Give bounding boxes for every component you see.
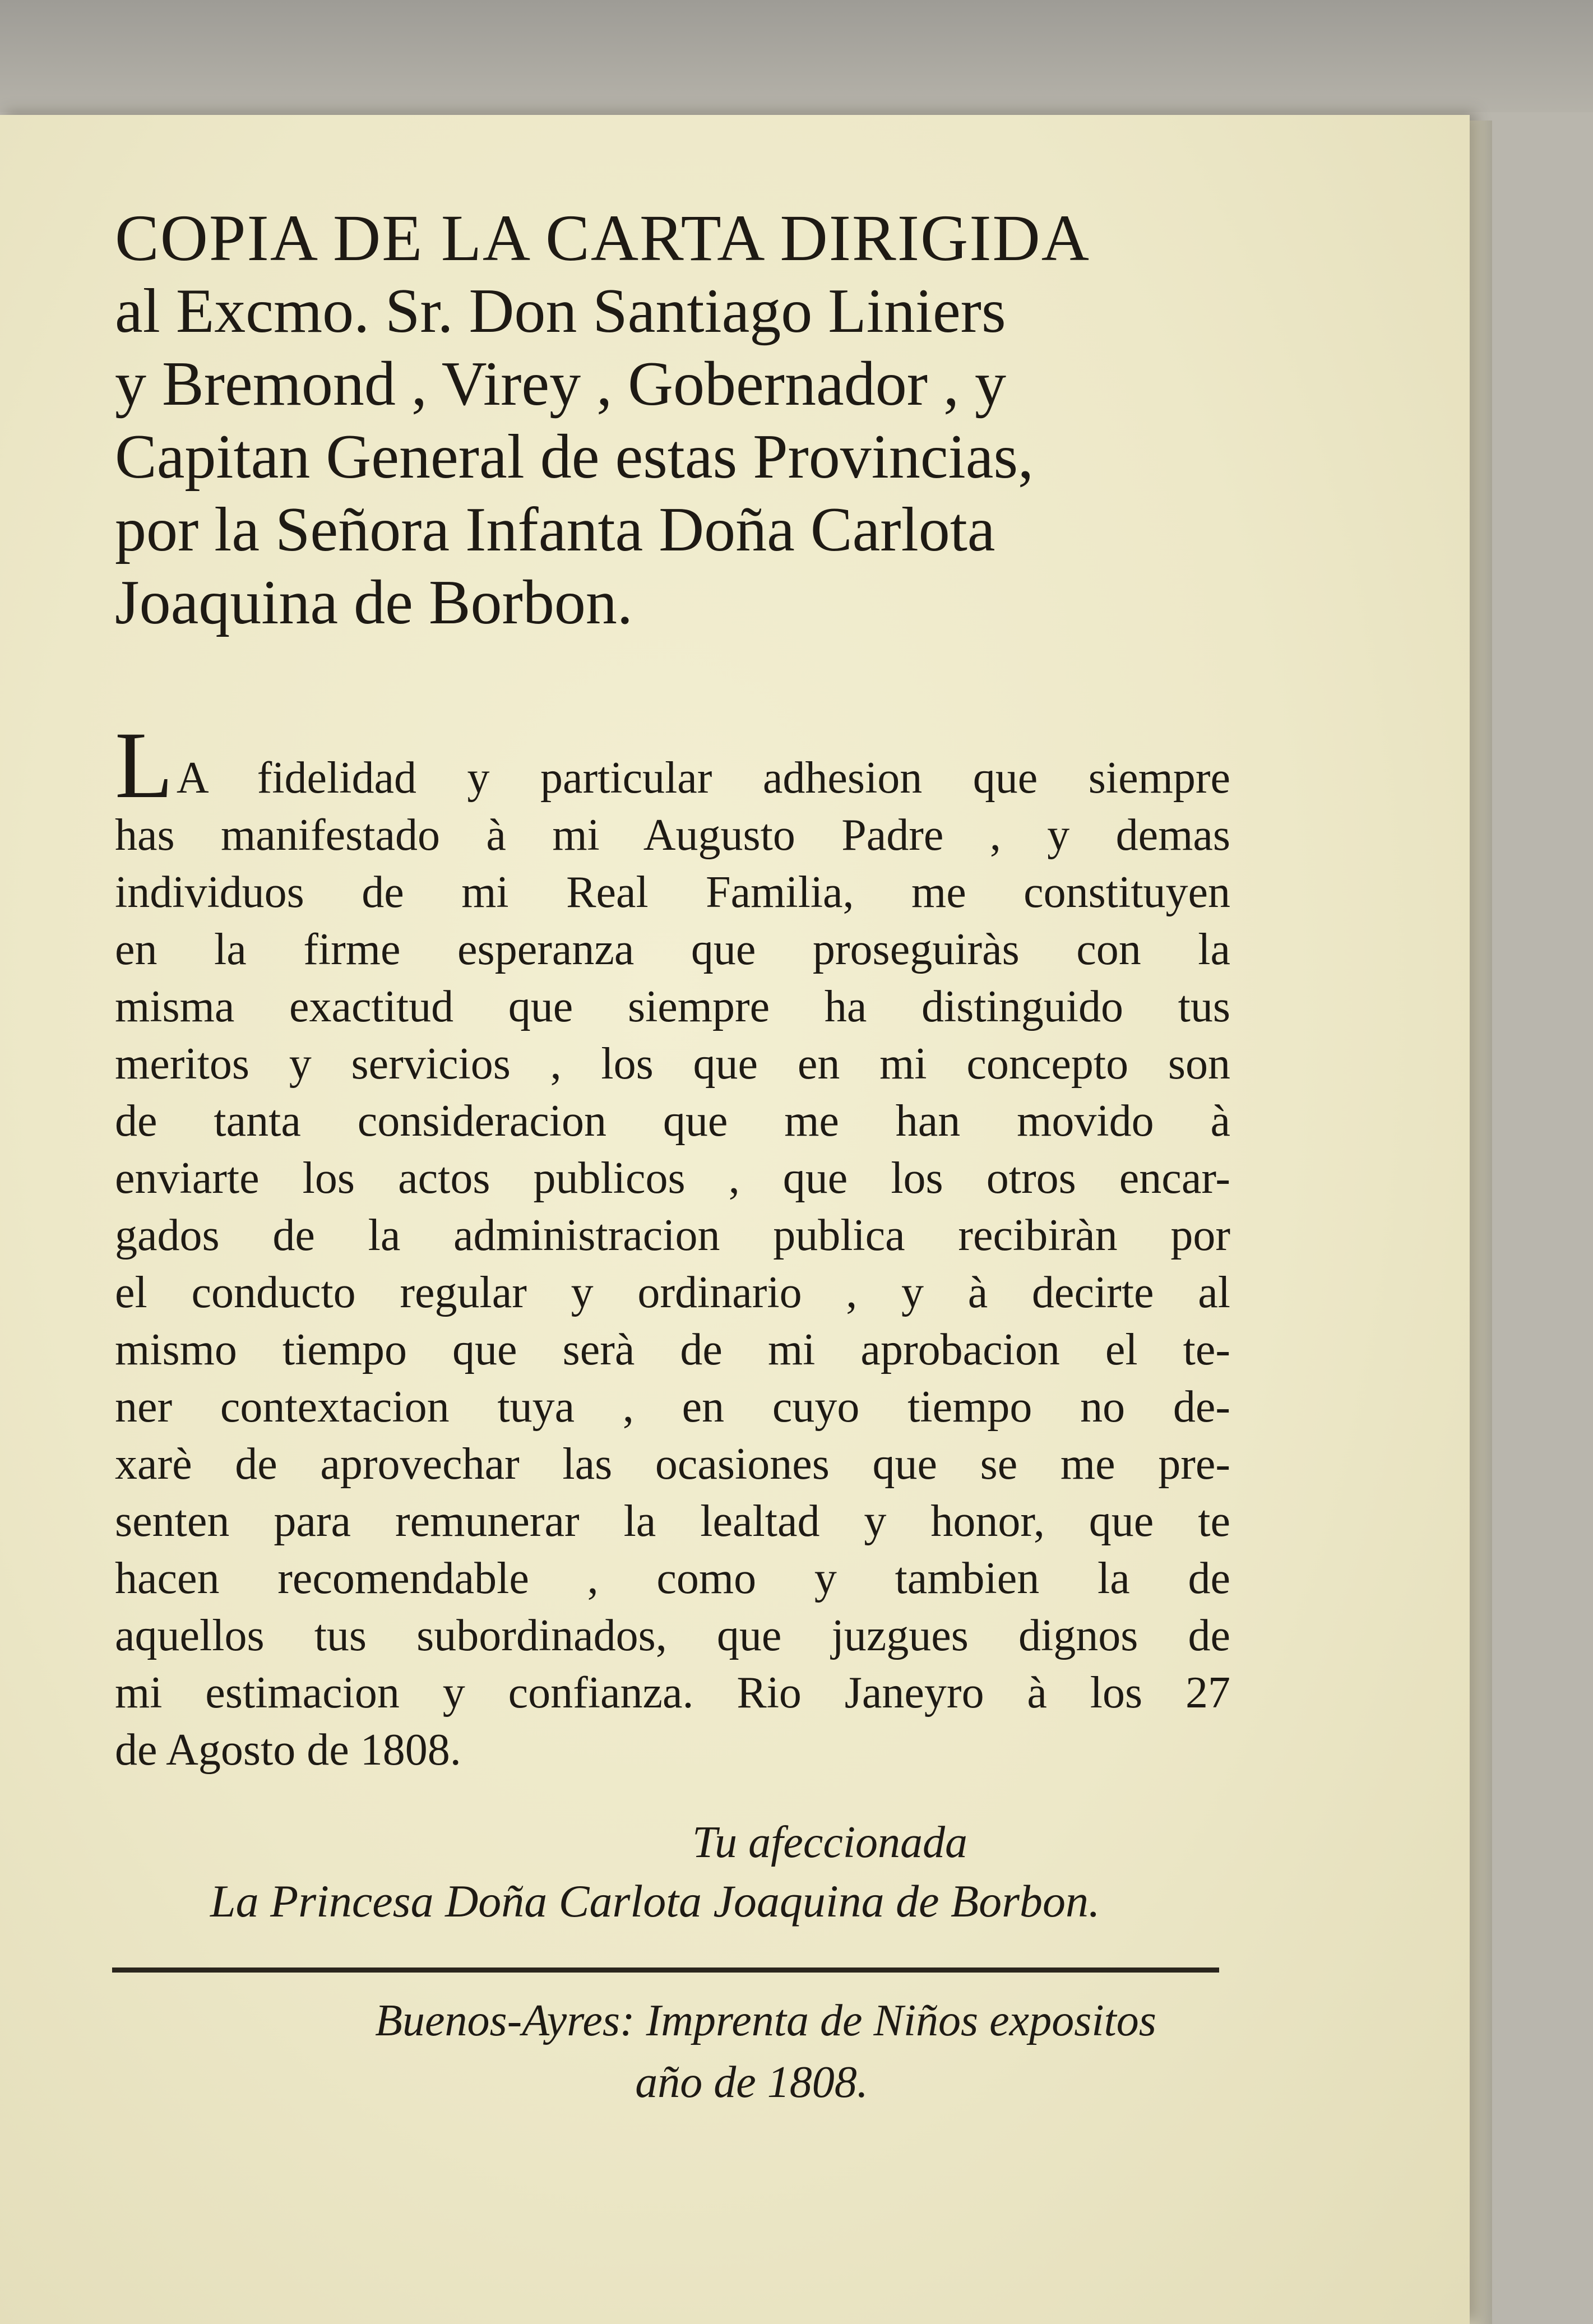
- signatory: La Princesa Doña Carlota Joaquina de Borbon.: [210, 1876, 1100, 1927]
- body-line: has manifestado à mi Augusto Padre , y demas: [115, 811, 1230, 860]
- document-title: [115, 202, 1236, 639]
- body-line: de Agosto de 1808.: [115, 1725, 461, 1775]
- body-line: gados de la administracion publica recibiràn por: [115, 1211, 1230, 1260]
- imprint-date: año de 1808.: [635, 2058, 868, 2107]
- body-line: aquellos tus subordinados, que juzgues dignos de: [115, 1611, 1230, 1660]
- page-edge: [1470, 121, 1492, 2324]
- body-line: hacen recomendable , como y tambien la de: [115, 1554, 1230, 1603]
- body-line: individuos de mi Real Familia, me constituyen: [115, 868, 1230, 917]
- imprint-line: Buenos-Ayres: Imprenta de Niños expositos: [375, 1996, 1156, 2045]
- title-line: Joaquina de Borbon.: [115, 568, 633, 637]
- letter-body: [115, 712, 1230, 1779]
- title-line: Capitan General de estas Provincias,: [115, 422, 1034, 492]
- body-line: el conducto regular y ordinario , y à decirte al: [115, 1268, 1230, 1317]
- title-line: por la Señora Infanta Doña Carlota: [115, 495, 995, 564]
- body-line: de tanta consideracion que me han movido à: [115, 1096, 1230, 1146]
- body-line: xarè de aprovechar las ocasiones que se me pre-: [115, 1439, 1230, 1489]
- drop-cap: L: [115, 712, 173, 818]
- separator-rule: [112, 1967, 1219, 1973]
- title-line: COPIA DE LA CARTA DIRIGIDA: [115, 201, 1090, 275]
- body-line: senten para remunerar la lealtad y honor, que te: [115, 1497, 1230, 1546]
- body-line: en la firme esperanza que proseguiràs con la: [115, 925, 1230, 974]
- scan-backdrop: [0, 0, 1593, 112]
- body-line: enviarte los actos publicos , que los otros encar-: [115, 1154, 1230, 1203]
- body-line: mi estimacion y confianza. Rio Janeyro à los 27: [115, 1668, 1230, 1717]
- body-line: mismo tiempo que serà de mi aprobacion el te-: [115, 1325, 1230, 1374]
- body-line: [115, 712, 1230, 818]
- title-line: y Bremond , Virey , Gobernador , y: [115, 349, 1006, 419]
- body-line: misma exactitud que siempre ha distinguido tus: [115, 982, 1230, 1031]
- body-line: ner contextacion tuya , en cuyo tiempo no de-: [115, 1382, 1230, 1432]
- closing-salutation: Tu afeccionada: [692, 1818, 968, 1867]
- title-line: al Excmo. Sr. Don Santiago Liniers: [115, 276, 1006, 346]
- body-line: meritos y servicios , los que en mi concepto son: [115, 1039, 1230, 1089]
- body-line-text: A fidelidad y particular adhesion que siempre: [176, 753, 1230, 803]
